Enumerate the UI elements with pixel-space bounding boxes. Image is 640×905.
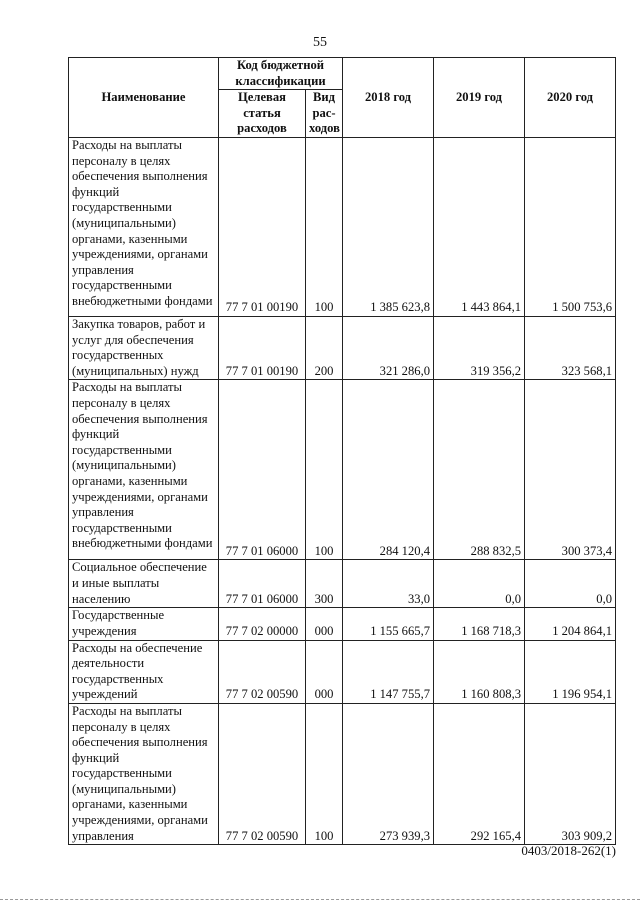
table-row: [69, 380, 616, 560]
row-expense-type: 300: [306, 560, 343, 608]
row-target-article: 77 7 02 00000: [219, 608, 306, 640]
row-target-article: 77 7 01 06000: [219, 380, 306, 560]
row-name: Расходы на выплаты персоналу в целях обеспечения выполнения функций государственными (муниципальными) органами, казенными учреждениями, органами управления государственными внебюджетными фондами: [69, 137, 219, 316]
header-year-2020: 2020 год: [525, 58, 616, 138]
table-row: [69, 560, 616, 608]
row-target-article: 77 7 02 00590: [219, 703, 306, 844]
row-name: Расходы на обеспечение деятельности государственных учреждений: [69, 640, 219, 703]
row-value-2018: 1 147 755,7: [343, 640, 434, 703]
page-number: 55: [313, 35, 327, 50]
row-value-2020: 0,0: [525, 560, 616, 608]
row-name: Расходы на выплаты персоналу в целях обеспечения выполнения функций государственными (муниципальными) органами, казенными учреждениями, органами управления: [69, 703, 219, 844]
row-expense-type: 200: [306, 316, 343, 379]
header-name: Наименование: [69, 58, 219, 138]
row-target-article: 77 7 01 00190: [219, 137, 306, 316]
table-row: [69, 316, 616, 379]
row-value-2019: 1 160 808,3: [434, 640, 525, 703]
row-expense-type: 100: [306, 380, 343, 560]
header-expense-type: Вид рас- ходов: [306, 90, 343, 138]
row-value-2020: 1 196 954,1: [525, 640, 616, 703]
row-expense-type: 000: [306, 608, 343, 640]
row-value-2018: 1 155 665,7: [343, 608, 434, 640]
row-value-2019: 319 356,2: [434, 316, 525, 379]
row-value-2020: 300 373,4: [525, 380, 616, 560]
row-value-2018: 1 385 623,8: [343, 137, 434, 316]
row-value-2019: 1 168 718,3: [434, 608, 525, 640]
row-value-2020: 1 204 864,1: [525, 608, 616, 640]
row-name: Социальное обеспечение и иные выплаты населению: [69, 560, 219, 608]
row-value-2020: 323 568,1: [525, 316, 616, 379]
row-name: Закупка товаров, работ и услуг для обеспечения государственных (муниципальных) нужд: [69, 316, 219, 379]
row-value-2018: 273 939,3: [343, 703, 434, 844]
row-target-article: 77 7 01 06000: [219, 560, 306, 608]
row-value-2018: 33,0: [343, 560, 434, 608]
header-code-group: Код бюджетной классификации: [219, 58, 343, 90]
row-expense-type: 100: [306, 137, 343, 316]
header-target-article: Целевая статья расходов: [219, 90, 306, 138]
table-row: [69, 608, 616, 640]
row-value-2018: 284 120,4: [343, 380, 434, 560]
row-value-2019: 292 165,4: [434, 703, 525, 844]
header-row-top: [69, 58, 616, 90]
budget-table: [68, 57, 616, 845]
table-row: [69, 640, 616, 703]
header-year-2018: 2018 год: [343, 58, 434, 138]
bottom-divider: [0, 899, 640, 900]
row-value-2020: 303 909,2: [525, 703, 616, 844]
row-target-article: 77 7 01 00190: [219, 316, 306, 379]
row-value-2019: 1 443 864,1: [434, 137, 525, 316]
row-value-2019: 0,0: [434, 560, 525, 608]
row-name: Государственные учреждения: [69, 608, 219, 640]
document-code: 0403/2018-262(1): [521, 843, 616, 858]
header-year-2019: 2019 год: [434, 58, 525, 138]
row-value-2019: 288 832,5: [434, 380, 525, 560]
row-name: Расходы на выплаты персоналу в целях обеспечения выполнения функций государственными (муниципальными) органами, казенными учреждениями, органами управления государственными внебюджетными фондами: [69, 380, 219, 560]
row-target-article: 77 7 02 00590: [219, 640, 306, 703]
row-value-2020: 1 500 753,6: [525, 137, 616, 316]
row-expense-type: 100: [306, 703, 343, 844]
table-row: [69, 703, 616, 844]
row-value-2018: 321 286,0: [343, 316, 434, 379]
table-row: [69, 137, 616, 316]
row-expense-type: 000: [306, 640, 343, 703]
